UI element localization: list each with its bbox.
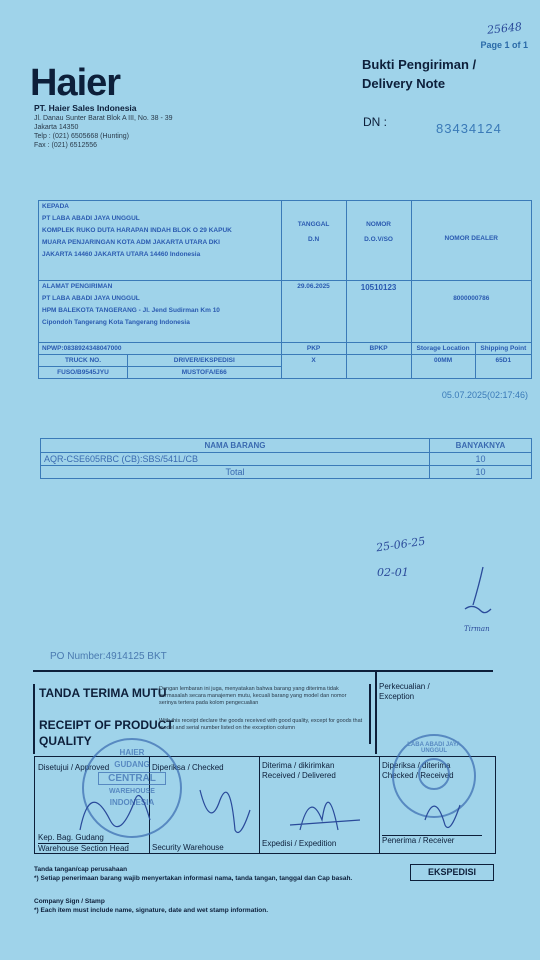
driver-header: DRIVER/EKSPEDISI <box>128 355 282 367</box>
kepada-line-4: JAKARTA 14460 JAKARTA UTARA 14460 Indonesia <box>42 251 201 258</box>
receipt-title-id: TANDA TERIMA MUTU <box>39 686 167 700</box>
dn-number: 83434124 <box>436 121 502 136</box>
receipt-right-bracket <box>369 684 371 744</box>
stamp-line-1: HAIER <box>119 748 145 757</box>
alamat-line-1: PT LABA ABADI JAYA UNGGUL <box>42 295 140 302</box>
receiver-role: Penerima / Receiver <box>382 835 482 845</box>
storage-header: Storage Location <box>411 343 475 355</box>
delivered-role: Expedisi / Expedition <box>262 839 337 848</box>
approved-role-2: Warehouse Section Head <box>38 844 129 853</box>
title-line-1: Bukti Pengiriman / <box>362 57 477 72</box>
approved-role-1: Kep. Bag. Gudang <box>38 833 104 842</box>
receiver-label-2: Checked / Received <box>382 771 454 780</box>
receipt-left-bracket <box>33 684 35 754</box>
title-line-2: Delivery Note <box>362 76 446 91</box>
handwritten-signature-mark <box>455 565 495 625</box>
stamp-line-3: CENTRAL <box>98 772 166 785</box>
dn-label: DN : <box>363 115 387 129</box>
nomor-label: NOMOR <box>366 221 391 228</box>
company-sign-note: *) Each item must include name, signature, date and wet stamp information. <box>34 907 269 914</box>
tanggal-header <box>281 201 346 281</box>
company-address-line-1: Jl. Danau Sunter Barat Blok A III, No. 38 - 39 <box>34 115 173 122</box>
item-qty-header: BANYAKNYA <box>430 439 532 453</box>
checked-role: Security Warehouse <box>152 843 224 852</box>
exception-label-1: Perkecualian / <box>379 682 430 691</box>
alamat-cell <box>39 281 282 343</box>
tanda-label: Tanda tangan/cap perusahaan <box>34 866 128 873</box>
stamp-line-5: INDONESIA <box>109 798 155 807</box>
kepada-label: KEPADA <box>42 203 69 210</box>
tanggal-value: 29.06.2025 <box>281 281 346 343</box>
company-fax: Fax : (021) 6512556 <box>34 142 98 149</box>
pkp-header: PKP <box>281 343 346 355</box>
ekspedisi-copy-label: EKSPEDISI <box>410 864 494 881</box>
item-name: AQR-CSE605RBC (CB):SBS/541L/CB <box>41 453 430 466</box>
kepada-line-2: KOMPLEK RUKO DUTA HARAPAN INDAH BLOK O 29 KAPUK <box>42 227 232 234</box>
company-phone: Telp : (021) 6505668 (Hunting) <box>34 133 129 140</box>
dealer-value: 8000000786 <box>411 281 531 343</box>
bpkp-header: BPKP <box>346 343 411 355</box>
alamat-line-2: HPM BALEKOTA TANGERANG - Jl. Jend Sudirman Km 10 <box>42 307 220 314</box>
handwritten-doc-number: 25648 <box>486 20 523 37</box>
kepada-cell <box>39 201 282 281</box>
tanda-note: *) Setiap penerimaan barang wajib menyertakan informasi nama, tanda tangan, tanggal dan Cap basah. <box>34 875 353 882</box>
delivered-label-2: Received / Delivered <box>262 771 336 780</box>
delivered-label-1: Diterima / dikirimkan <box>262 761 335 770</box>
receipt-text-en: With this receipt declare the goods received with good quality, except for goods that model and serial number listed on the exception column <box>159 718 363 731</box>
handwritten-date: 25-06-25 <box>375 534 427 555</box>
total-label: Total <box>41 466 430 479</box>
print-timestamp: 05.07.2025(02:17:46) <box>441 390 528 400</box>
shipping-value: 65D1 <box>475 355 531 379</box>
handwritten-signer: Tirman <box>464 625 490 633</box>
shipment-info-table <box>38 200 532 379</box>
exception-divider <box>375 672 377 754</box>
items-table <box>40 438 532 479</box>
receipt-text-id: Dengan lembaran ini juga, menyatakan bahwa barang yang diterima tidak bermasalah secara manajemen mutu, kecuali barang yang model dan nomor serinya tertera pada kolom pengecualian <box>159 686 347 706</box>
bpkp-value <box>346 355 411 379</box>
total-value: 10 <box>430 466 532 479</box>
checked-label: Diperiksa / Checked <box>152 763 224 772</box>
company-name: PT. Haier Sales Indonesia <box>34 103 137 113</box>
haier-logo: Haier <box>30 62 121 104</box>
receipt-title-en-1: RECEIPT OF PRODUCT <box>39 718 174 732</box>
tanggal-sub: D.N <box>307 236 320 243</box>
driver-value: MUSTOFA/E66 <box>128 367 282 379</box>
approved-label: Disetujui / Approved <box>38 763 110 772</box>
tanggal-label: TANGGAL <box>297 221 330 228</box>
nomor-value: 10510123 <box>346 281 411 343</box>
company-address-line-2: Jakarta 14350 <box>34 124 79 131</box>
truck-value: FUSO/B9545JYU <box>39 367 128 379</box>
receiver-label-1: Diperiksa / diterima <box>382 761 451 770</box>
nomor-sub: D.O.V/SO <box>364 236 393 243</box>
storage-value: 00MM <box>411 355 475 379</box>
alamat-line-3: Cipondoh Tangerang Kota Tangerang Indonesia <box>42 319 190 326</box>
pkp-value: X <box>281 355 346 379</box>
shipping-header: Shipping Point <box>475 343 531 355</box>
item-name-header: NAMA BARANG <box>41 439 430 453</box>
stamp-line-4: WAREHOUSE <box>109 788 155 795</box>
item-row <box>41 453 532 466</box>
receiver-stamp-text: LABA ABADI JAYA UNGGUL <box>407 742 461 754</box>
stamp-line-2: GUDANG <box>114 760 150 769</box>
document-title <box>362 55 476 93</box>
dealer-header: NOMOR DEALER <box>411 201 531 281</box>
alamat-label: ALAMAT PENGIRIMAN <box>42 283 113 290</box>
receipt-title-en-2: QUALITY <box>39 734 92 748</box>
po-number: PO Number:4914125 BKT <box>50 651 167 662</box>
nomor-header <box>346 201 411 281</box>
item-qty: 10 <box>430 453 532 466</box>
exception-label-2: Exception <box>379 692 415 701</box>
company-sign-label: Company Sign / Stamp <box>34 898 105 905</box>
kepada-line-3: MUARA PENJARINGAN KOTA ADM JAKARTA UTARA DKI <box>42 239 220 246</box>
page-indicator: Page 1 of 1 <box>480 40 528 50</box>
signature-scribbles <box>60 770 520 850</box>
npwp: NPWP:0838924348047000 <box>39 343 282 355</box>
handwritten-code: 02-01 <box>377 566 409 579</box>
truck-header: TRUCK NO. <box>39 355 128 367</box>
kepada-line-1: PT LABA ABADI JAYA UNGGUL <box>42 215 140 222</box>
